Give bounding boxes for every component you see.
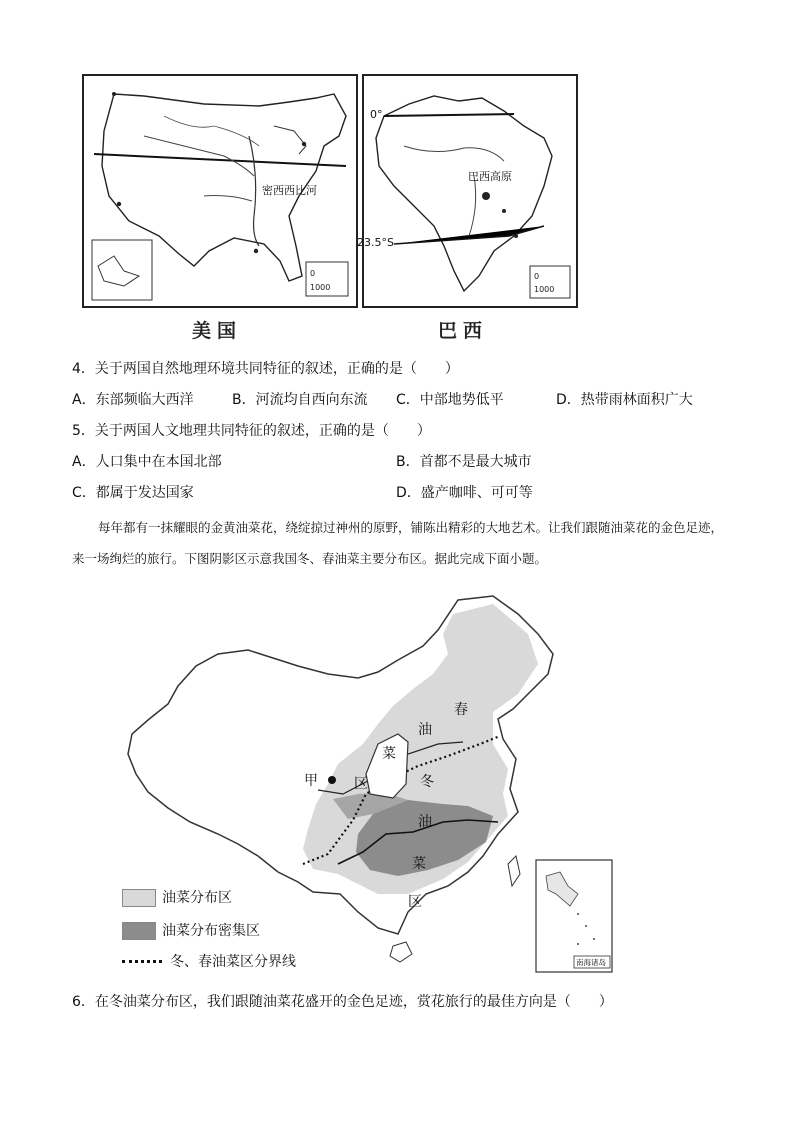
legend-label-dense: 油菜分布密集区 (162, 923, 260, 939)
winter-label-1: 冬 (420, 774, 434, 790)
legend-label-boundary: 冬、春油菜区分界线 (170, 954, 296, 970)
legend-line-boundary (122, 960, 162, 963)
usa-scale-line-1: 0 (310, 269, 316, 278)
q4-option-b[interactable]: B．河流均自西向东流 (232, 392, 368, 408)
question-4-stem: 4．关于两国自然地理环境共同特征的叙述，正确的是（ ） (72, 361, 459, 377)
inset-label: 南海诸岛 (576, 958, 606, 967)
reading-passage (72, 512, 724, 574)
usa-map-drawing (84, 76, 356, 306)
spring-label-4: 区 (354, 776, 368, 792)
brazil-scale-line-1: 0 (534, 272, 540, 281)
legend-swatch-distribution (122, 889, 156, 907)
question-6-stem: 6．在冬油菜分布区，我们跟随油菜花盛开的金色足迹，赏花旅行的最佳方向是（ ） (72, 994, 613, 1010)
brazil-region-label: 巴西高原 (468, 170, 512, 183)
brazil-caption: 巴西 (438, 320, 489, 342)
winter-label-4: 区 (408, 894, 422, 910)
usa-caption: 美国 (192, 320, 243, 342)
brazil-equator-label: 0° (370, 108, 383, 121)
point-jia-marker (328, 776, 336, 784)
legend-swatch-dense (122, 922, 156, 940)
brazil-scale-line-2: 1000 (534, 285, 555, 294)
point-jia-label: 甲 (304, 773, 318, 789)
q5-option-d[interactable]: D．盛产咖啡、可可等 (396, 485, 533, 501)
q4-option-a[interactable]: A．东部频临大西洋 (72, 392, 194, 408)
legend-label-distribution: 油菜分布区 (162, 890, 232, 906)
usa-map (82, 74, 358, 308)
brazil-map (357, 74, 578, 308)
passage-text: 每年都有一抹耀眼的金黄油菜花，绕绽掠过神州的原野，铺陈出精彩的大地艺术。让我们跟随油菜花的金色足迹，来一场绚烂的旅行。下图阴影区示意我国冬、春油菜主要分布区。据此完成下面小题。 (72, 520, 724, 566)
q4-option-c[interactable]: C．中部地势低平 (396, 392, 504, 408)
q5-option-b[interactable]: B．首都不是最大城市 (396, 454, 532, 470)
usa-scale-line-2: 1000 (310, 283, 331, 292)
winter-label-2: 油 (418, 814, 432, 830)
spring-label-1: 春 (454, 702, 468, 718)
q4-option-d[interactable]: D．热带雨林面积广大 (556, 392, 693, 408)
winter-label-3: 菜 (412, 856, 426, 872)
question-5-stem: 5．关于两国人文地理共同特征的叙述，正确的是（ ） (72, 423, 431, 439)
q5-option-a[interactable]: A．人口集中在本国北部 (72, 454, 222, 470)
brazil-map-drawing (357, 76, 576, 306)
q5-option-c[interactable]: C．都属于发达国家 (72, 485, 194, 501)
spring-label-3: 菜 (382, 746, 396, 762)
usa-region-label: 密西西比河 (262, 184, 317, 197)
spring-label-2: 油 (418, 722, 432, 738)
brazil-tropic-label: 23.5°S (357, 236, 394, 249)
